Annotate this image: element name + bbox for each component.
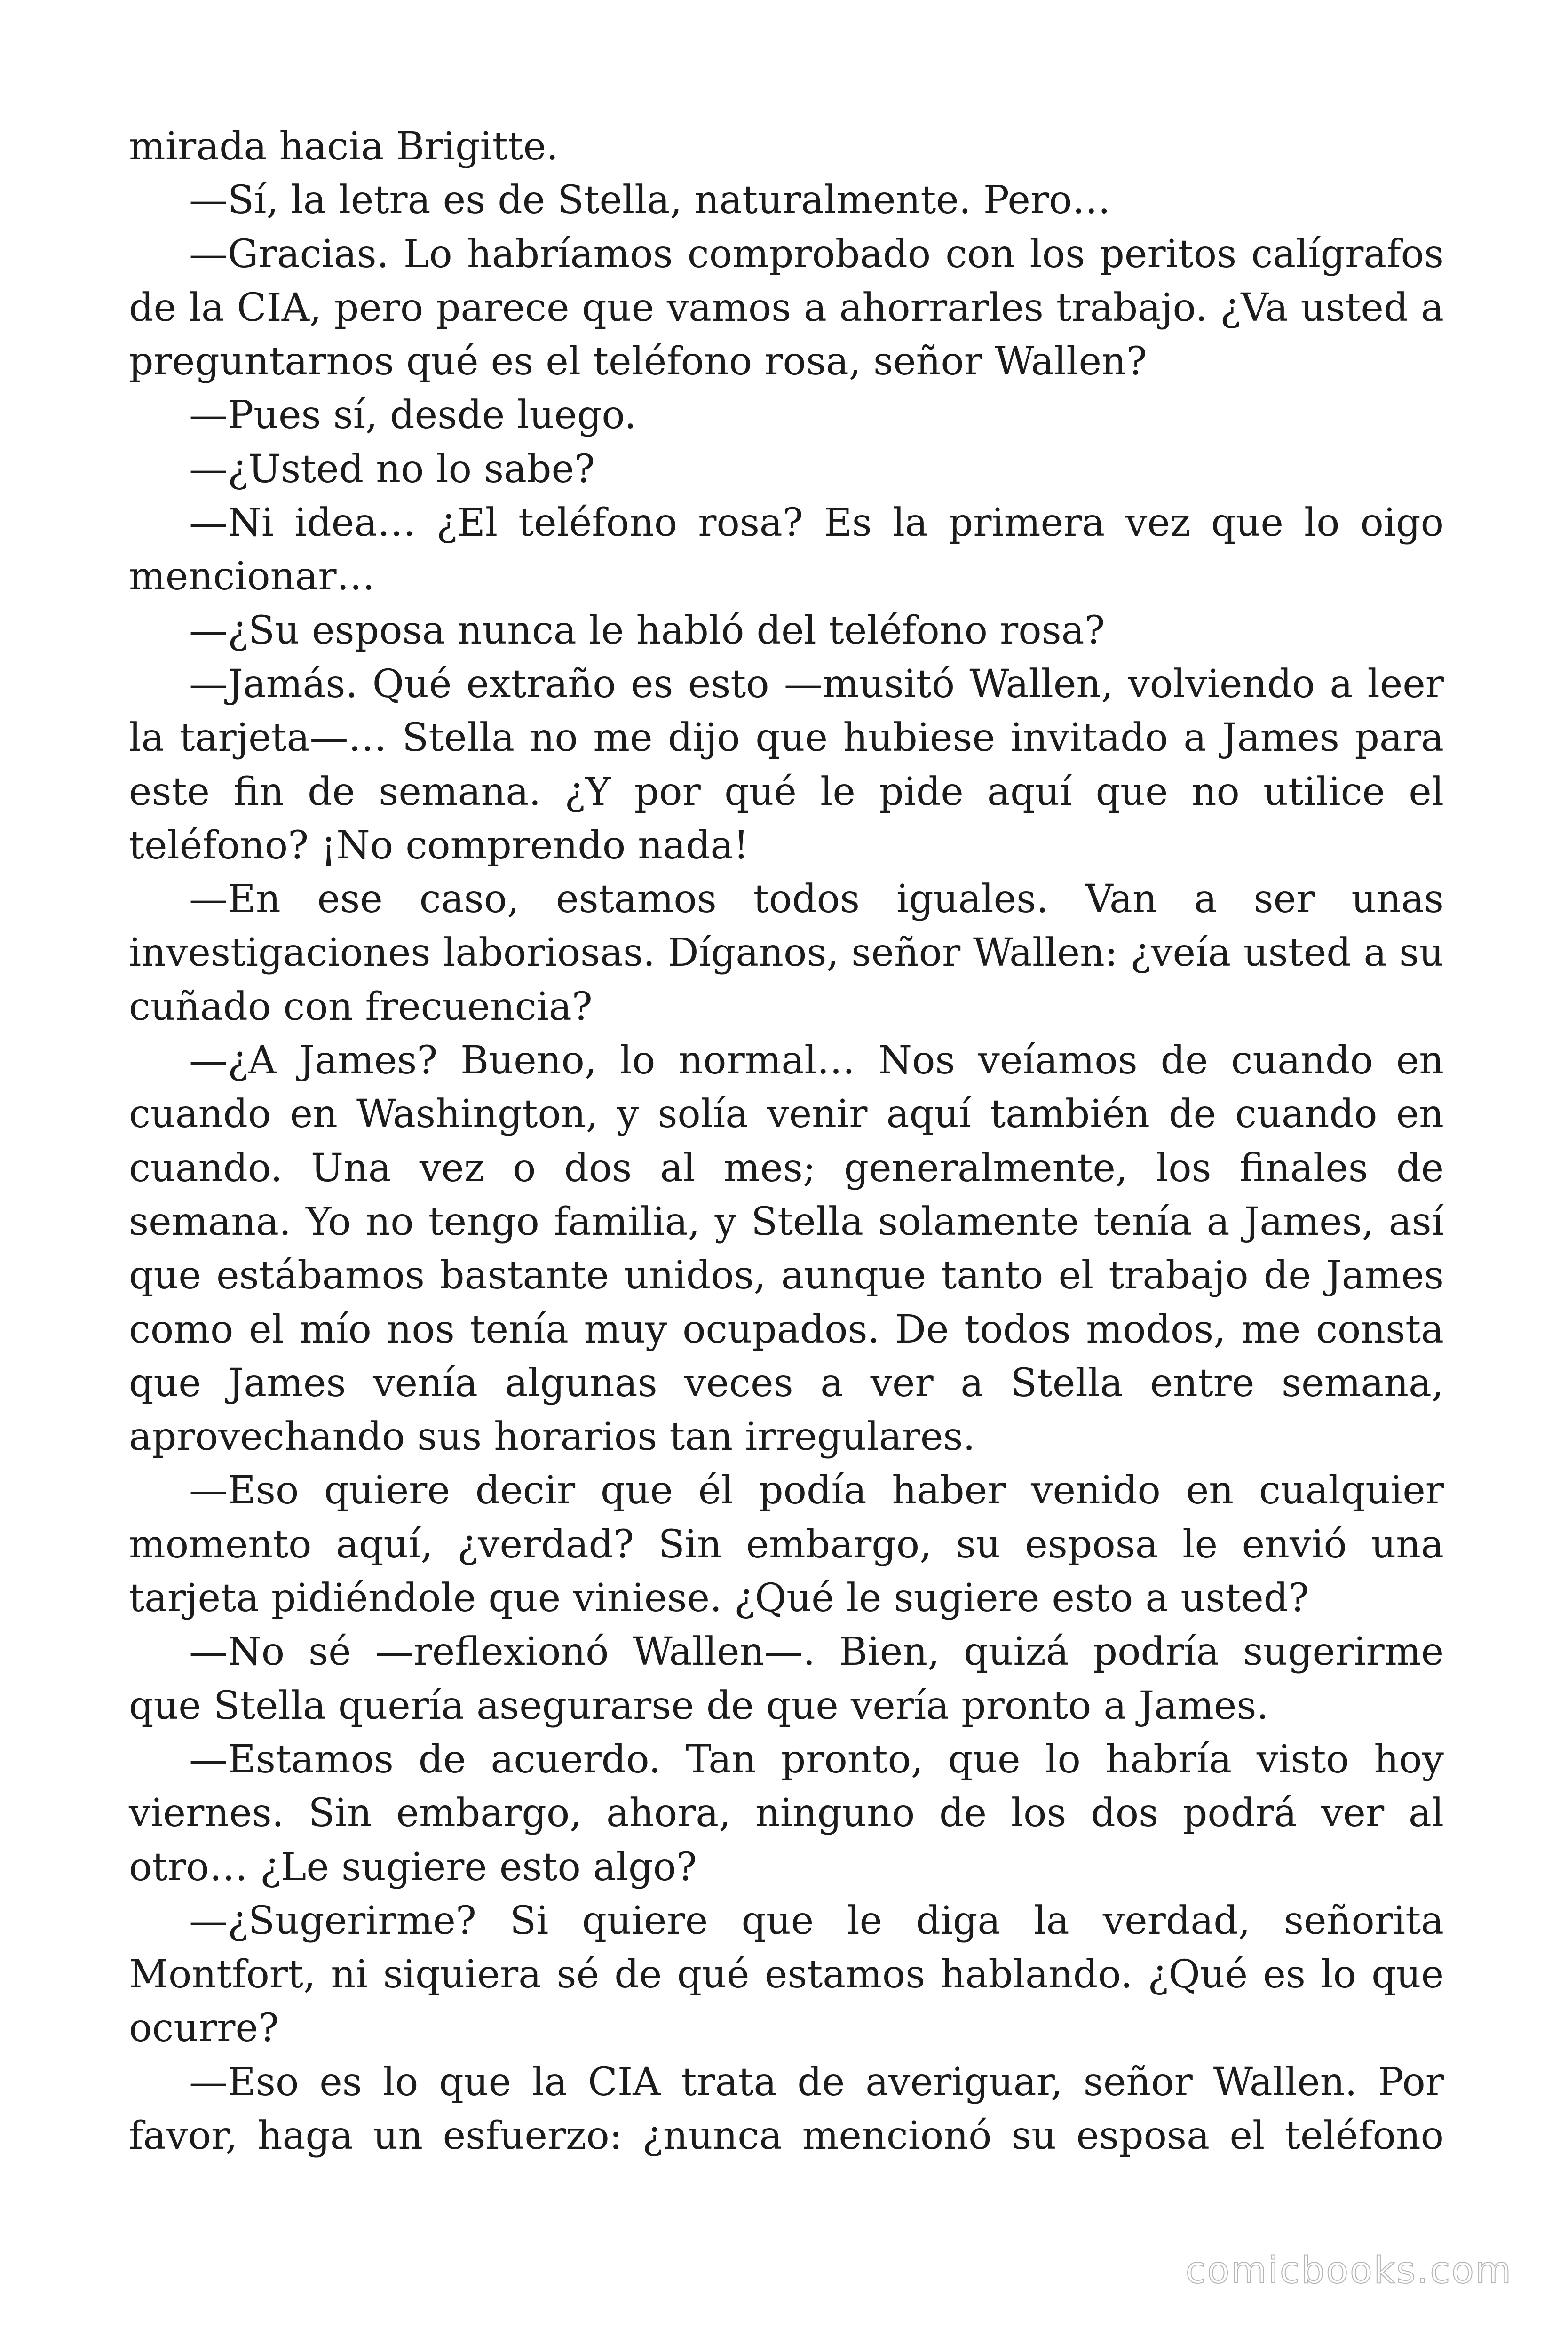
paragraph: —Gracias. Lo habríamos comprobado con los peritos calígrafos de la CIA, pero parece que vamos a ahorrarles trabajo. ¿Va usted a preguntarnos qué es el teléfono rosa, señor Wallen? — [129, 231, 1444, 384]
paragraph: —Ni idea… ¿El teléfono rosa? Es la primera vez que lo oigo mencionar… — [129, 501, 1444, 599]
paragraph: —¿Usted no lo sabe? — [189, 446, 595, 492]
paragraph: —¿A James? Bueno, lo normal… Nos veíamos de cuando en cuando en Washington, y solía venir aquí también de cuando en cuando. Una vez o dos al mes; generalmente, los finales de semana. Yo no tengo familia, y Stella solamente tenía a James, así que estábamos bastante unidos, aunque tanto el trabajo de James como el mío nos tenía muy ocupados. De todos modos, me consta que James venía algunas veces a ver a Stella entre semana, aprovechando sus horarios tan irregulares. — [129, 1038, 1444, 1460]
paragraph: —¿Sugerirme? Si quiere que le diga la verdad, señorita Montfort, ni siquiera sé de qué estamos hablando. ¿Qué es lo que ocurre? — [129, 1898, 1444, 2051]
paragraph: —Jamás. Qué extraño es esto —musitó Wallen, volviendo a leer la tarjeta—… Stella no me dijo que hubiese invitado a James para este fin de semana. ¿Y por qué le pide aquí que no utilice el teléfono? ¡No comprendo nada! — [129, 661, 1444, 868]
paragraph: —Sí, la letra es de Stella, naturalmente. Pero… — [189, 178, 1111, 223]
watermark: comicbooks.com — [1185, 2249, 1513, 2292]
paragraph: —En ese caso, estamos todos iguales. Van a ser unas investigaciones laboriosas. Díganos, señor Wallen: ¿veía usted a su cuñado con frecuencia? — [129, 877, 1444, 1029]
paragraph: —Eso quiere decir que él podía haber venido en cualquier momento aquí, ¿verdad? Sin embargo, su esposa le envió una tarjeta pidiéndole que viniese. ¿Qué le sugiere esto a usted? — [129, 1468, 1444, 1621]
paragraph: —Eso es lo que la CIA trata de averiguar, señor Wallen. Por favor, haga un esfuerzo: ¿nunca mencionó su esposa el teléfono — [129, 2059, 1444, 2158]
paragraph: —Pues sí, desde luego. — [189, 393, 637, 438]
paragraph: —No sé —reflexionó Wallen—. Bien, quizá podría sugerirme que Stella quería asegurarse de que vería pronto a James. — [129, 1629, 1444, 1728]
book-page — [129, 120, 1444, 2163]
paragraph: —Estamos de acuerdo. Tan pronto, que lo habría visto hoy viernes. Sin embargo, ahora, ninguno de los dos podrá ver al otro… ¿Le sugiere esto algo? — [129, 1737, 1444, 1890]
paragraph: —¿Su esposa nunca le habló del teléfono rosa? — [189, 608, 1105, 653]
paragraph: mirada hacia Brigitte. — [129, 124, 559, 169]
